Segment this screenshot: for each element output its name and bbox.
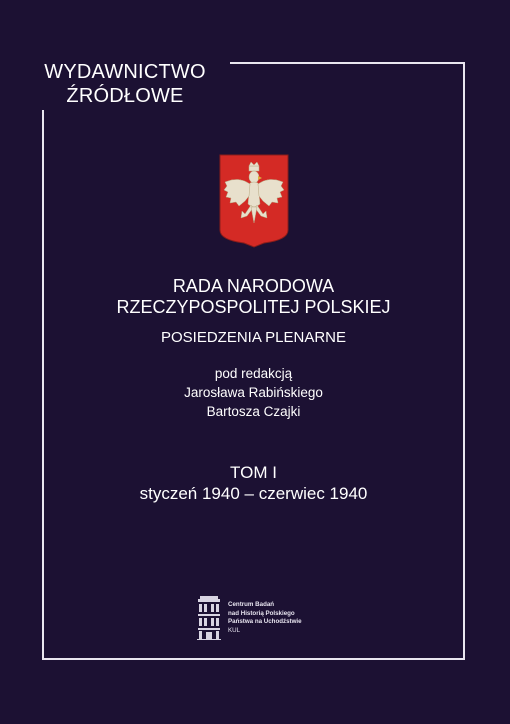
series-line-1: WYDAWNICTWO — [44, 61, 206, 83]
series-line-2: ŹRÓDŁOWE — [66, 85, 184, 107]
eagle-emblem-icon — [219, 154, 289, 248]
editors-intro: pod redakcją — [214, 366, 293, 381]
publisher-logo — [197, 596, 327, 640]
building-icon — [197, 596, 221, 640]
editors-block — [44, 364, 463, 421]
editor-name-2: Bartosza Czajki — [206, 404, 301, 419]
editor-name-1: Jarosława Rabińskiego — [184, 385, 323, 400]
publisher-line-3: Państwa na Uchodźstwie — [228, 618, 302, 625]
publisher-name — [228, 601, 302, 635]
frame-top-line — [230, 62, 465, 64]
volume-block — [44, 462, 463, 504]
title-line-1: RADA NARODOWA — [172, 276, 335, 296]
document-title — [44, 276, 463, 318]
frame-right-line — [463, 62, 465, 660]
series-title — [30, 60, 220, 108]
publisher-line-2: nad Historią Polskiego — [228, 609, 295, 617]
volume-label: TOM I — [230, 463, 277, 482]
publisher-line-4: KUL — [228, 626, 241, 634]
volume-date-range: styczeń 1940 – czerwiec 1940 — [139, 484, 368, 503]
publisher-line-1: Centrum Badań — [228, 601, 275, 608]
document-subtitle: POSIEDZENIA PLENARNE — [160, 329, 347, 346]
title-line-2: RZECZYPOSPOLITEJ POLSKIEJ — [116, 297, 391, 317]
frame-bottom-line — [42, 658, 465, 660]
